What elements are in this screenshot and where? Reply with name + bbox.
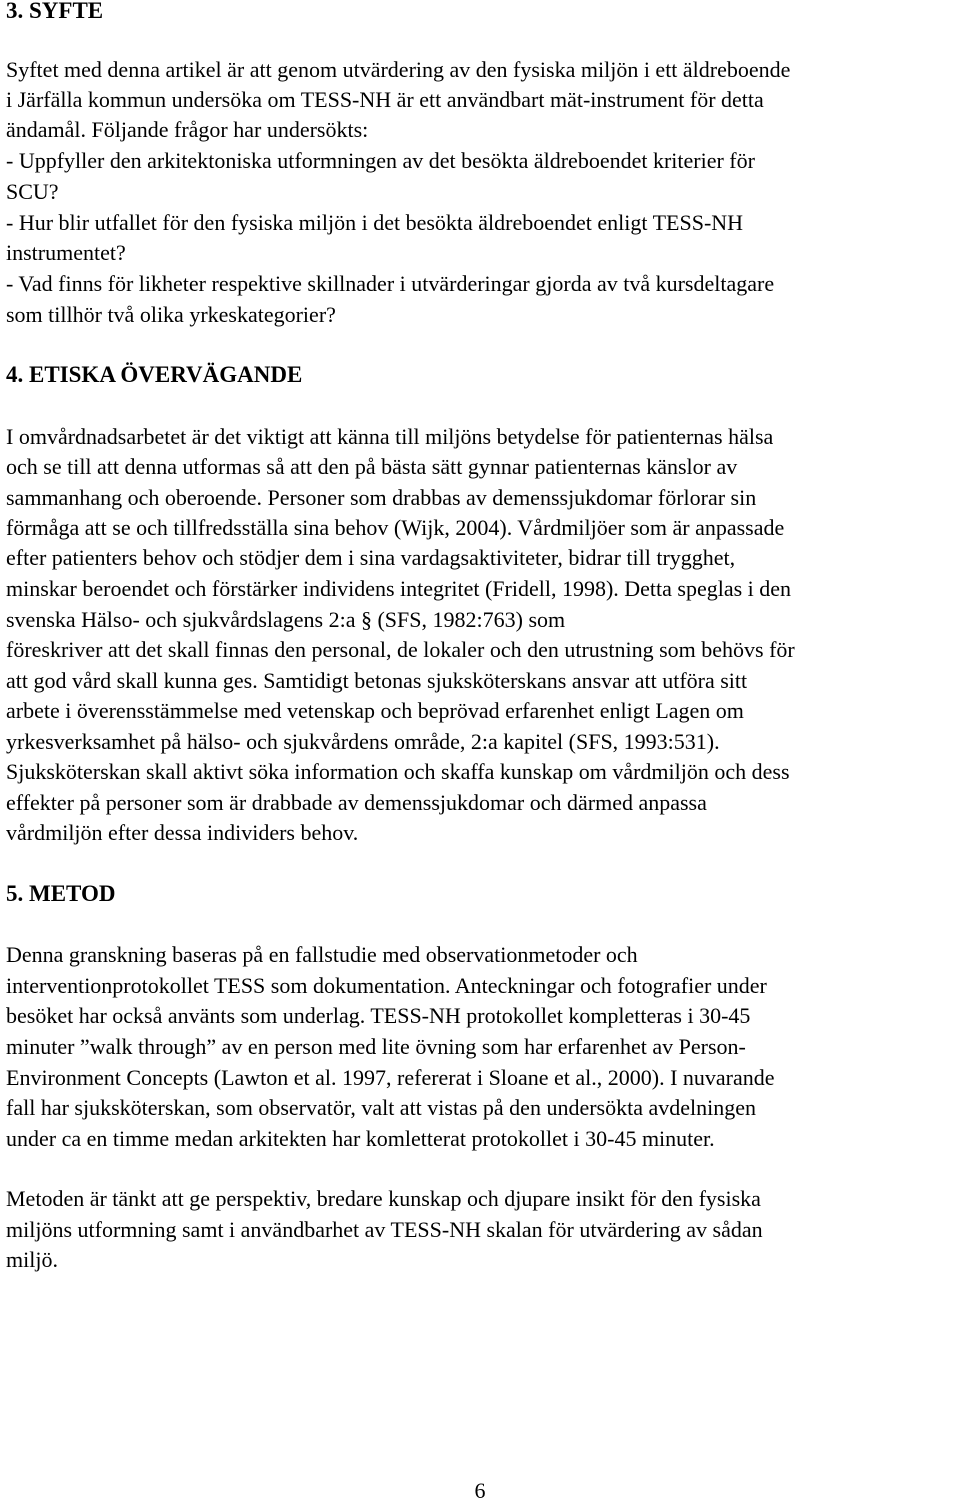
etiska-line: arbete i överensstämmelse med vetenskap och beprövad erfarenhet enligt Lagen om — [6, 698, 744, 723]
etiska-line: efter patienters behov och stödjer dem i sina vardagsaktiviteter, bidrar till trygghet, — [6, 545, 736, 570]
metod-line: miljö. — [6, 1247, 58, 1272]
etiska-line: och se till att denna utformas så att den på bästa sätt gynnar patienternas känslor av — [6, 454, 738, 479]
section-heading-syfte: 3. SYFTE — [6, 0, 104, 23]
metod-line: minuter ”walk through” av en person med lite övning som har erfarenhet av Person- — [6, 1034, 746, 1059]
section-heading-metod: 5. METOD — [6, 881, 116, 906]
etiska-line: vårdmiljön efter dessa individers behov. — [6, 820, 359, 845]
syfte-line: - Hur blir utfallet för den fysiska miljön i det besökta äldreboendet enligt TESS-NH — [6, 210, 744, 235]
etiska-line: I omvårdnadsarbetet är det viktigt att känna till miljöns betydelse för patienternas hälsa — [6, 424, 774, 449]
etiska-line: sammanhang och oberoende. Personer som drabbas av demenssjukdomar förlorar sin — [6, 485, 757, 510]
etiska-line: föreskriver att det skall finnas den personal, de lokaler och den utrustning som behövs för — [6, 637, 795, 662]
syfte-line: som tillhör två olika yrkeskategorier? — [6, 302, 336, 327]
etiska-line: svenska Hälso- och sjukvårdslagens 2:a § (SFS, 1982:763) som — [6, 607, 566, 632]
syfte-line: - Uppfyller den arkitektoniska utformningen av det besökta äldreboendet kriterier för — [6, 148, 755, 173]
metod-line: under ca en timme medan arkitekten har komletterat protokollet i 30-45 minuter. — [6, 1126, 715, 1151]
syfte-line: ändamål. Följande frågor har undersökts: — [6, 117, 369, 142]
metod-line: interventionprotokollet TESS som dokumentation. Anteckningar och fotografier under — [6, 973, 767, 998]
metod-line: besöket har också använts som underlag. TESS-NH protokollet kompletteras i 30-45 — [6, 1003, 751, 1028]
syfte-line: Syftet med denna artikel är att genom utvärdering av den fysiska miljön i ett äldreboende — [6, 57, 791, 82]
page-number: 6 — [474, 1478, 486, 1503]
metod-line: fall har sjuksköterskan, som observatör, valt att vistas på den undersökta avdelningen — [6, 1095, 756, 1120]
syfte-line: instrumentet? — [6, 240, 126, 265]
metod-line: miljöns utformning samt i användbarhet av TESS-NH skalan för utvärdering av sådan — [6, 1217, 763, 1242]
metod-line: Metoden är tänkt att ge perspektiv, bredare kunskap och djupare insikt för den fysiska — [6, 1186, 761, 1211]
syfte-line: - Vad finns för likheter respektive skillnader i utvärderingar gjorda av två kursdeltagare — [6, 271, 775, 296]
etiska-line: att god vård skall kunna ges. Samtidigt betonas sjuksköterskans ansvar att utföra sitt — [6, 668, 748, 693]
metod-line: Denna granskning baseras på en fallstudie med observationmetoder och — [6, 942, 638, 967]
metod-line: Environment Concepts (Lawton et al. 1997, refererat i Sloane et al., 2000). I nuvarande — [6, 1065, 775, 1090]
section-heading-etiska: 4. ETISKA ÖVERVÄGANDE — [6, 362, 303, 387]
syfte-line: SCU? — [6, 179, 59, 204]
etiska-line: Sjuksköterskan skall aktivt söka information och skaffa kunskap om vårdmiljön och dess — [6, 759, 790, 784]
etiska-line: minskar beroendet och förstärker individens integritet (Fridell, 1998). Detta speglas i den — [6, 576, 792, 601]
syfte-line: i Järfälla kommun undersöka om TESS-NH är ett användbart mät-instrument för detta — [6, 87, 764, 112]
etiska-line: effekter på personer som är drabbade av demenssjukdomar och därmed anpassa — [6, 790, 707, 815]
etiska-line: förmåga att se och tillfredsställa sina behov (Wijk, 2004). Vårdmiljöer som är anpassade — [6, 515, 785, 540]
etiska-line: yrkesverksamhet på hälso- och sjukvårdens område, 2:a kapitel (SFS, 1993:531). — [6, 729, 720, 754]
